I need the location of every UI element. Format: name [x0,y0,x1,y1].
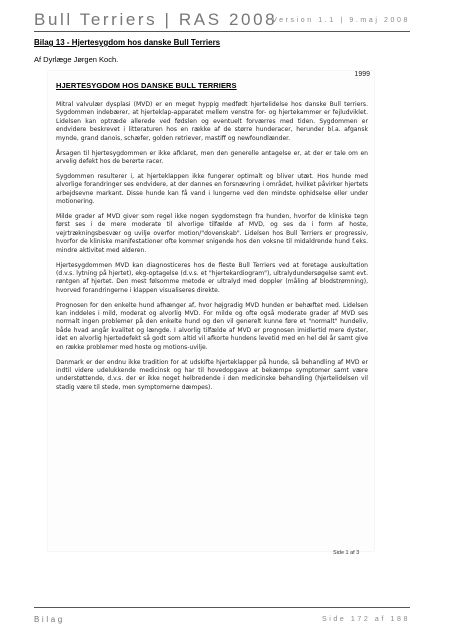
footer-page-counter: Side 172 af 188 [321,616,410,623]
article-body [56,101,368,399]
author-line: Af Dyrlæge Jørgen Koch. [34,55,119,64]
article-page-number: Side 1 af 3 [333,550,360,556]
article-year: 1999 [354,71,370,78]
article-paragraph: Årsagen til hjertesygdommen er ikke afklaret, men den generelle antagelse er, at der er tale om en arvelig defekt hos de berørte racer. [56,149,368,165]
header-divider [34,31,410,32]
document-version: Version 1.1 | 9.maj 2008 [272,17,410,24]
document-header-title: Bull Terriers | RAS 2008 [34,10,278,29]
footer-divider [34,607,410,608]
footer-section-label: Bilag [34,615,65,624]
article-paragraph: Mitral valvulær dysplasi (MVD) er en meget hyppig medfødt hjertelidelse hos danske Bull terriers. Sygdommen indebærer, at hjerteklap-apparatet mellem venstre for- og hjertekammer er fejludviklet. Lidelsen kan optræde allerede ved fødslen og eventuelt forværres med tiden. Sygdommen er endvidere beskrevet i litteraturen hos en række af de større hunderacer, herunder bl.a. afgansk mynde, grand danois, schæfer, golden retriever, mastiff og newfoundlænder. [56,101,368,142]
scanned-article [48,71,374,551]
article-paragraph: Sygdommen resulterer i, at hjerteklappen ikke fungerer optimalt og bliver utæt. Hos hunde med alvorlige forandringer ses endvidere, at der dannes en forsnævring i området, hvilket påvirker hjertets arbejdsevne markant. Disse hunde kan få vand i lungerne ved den mindste ophidselse eller under motionering. [56,172,368,206]
article-paragraph: Milde grader af MVD giver som regel ikke nogen sygdomstegn fra hunden, hvorfor de kliniske tegn først ses i de mere moderate til alvorlige tilfælde af MVD, og ses da i form af hoste, vejrtrækningsbesvær og uvilje overfor motion/"dovenskab". Lidelsen hos Bull Terriers er progressiv, hvorfor de kliniske manifestationer ofte kommer snigende hos den voksne til midaldrende hund f.eks. mindre aktivitet med alderen. [56,212,368,254]
article-paragraph: Prognosen for den enkelte hund afhænger af, hvor højgradig MVD hunden er behæftet med. Lidelsen kan inddeles i mild, moderat og alvorlig MVD. For milde og ofte også moderate grader af MVD ses normalt ingen problemer på den enkelte hund og den vil generelt kunne føre et "normalt" hundeliv, både hvad angår kvalitet og længde. I alvorlig tilfælde af MVD er prognosen imidlertid mere dyster, idet en alvorlig hjertedefekt så godt som altid vil afkorte hundens levetid med en hel del år samt give en række problemer med hoste og motions-uvilje. [56,301,368,351]
article-title: HJERTESYGDOM HOS DANSKE BULL TERRIERS [56,81,237,90]
article-paragraph: Danmark er der endnu ikke tradition for at udskifte hjerteklapper på hunde, så behandling af MVD er indtil videre udelukkende medicinsk og har til hovedopgave at bekæmpe symptomer samt være understøttende, d.v.s. der er ikke noget helbredende i den medicinske behandling (hjertelidelsen vil stadig være til stede, men symptomerne dæmpes). [56,358,368,391]
article-paragraph: Hjertesygdommen MVD kan diagnosticeres hos de fleste Bull Terriers ved at foretage auskultation (d.v.s. lytning på hjertet), ekg-optagelse (d.v.s. et "hjertekardiogram"), ultralydundersøgelse samt evt. røntgen af hjertet. Den mest følsomme metode er ultralyd med doppler (måling af blodstrømning), hvorved forandringerne i klappen visualiseres direkte. [56,261,368,294]
appendix-heading: Bilag 13 - Hjertesygdom hos danske Bull Terriers [34,38,221,47]
